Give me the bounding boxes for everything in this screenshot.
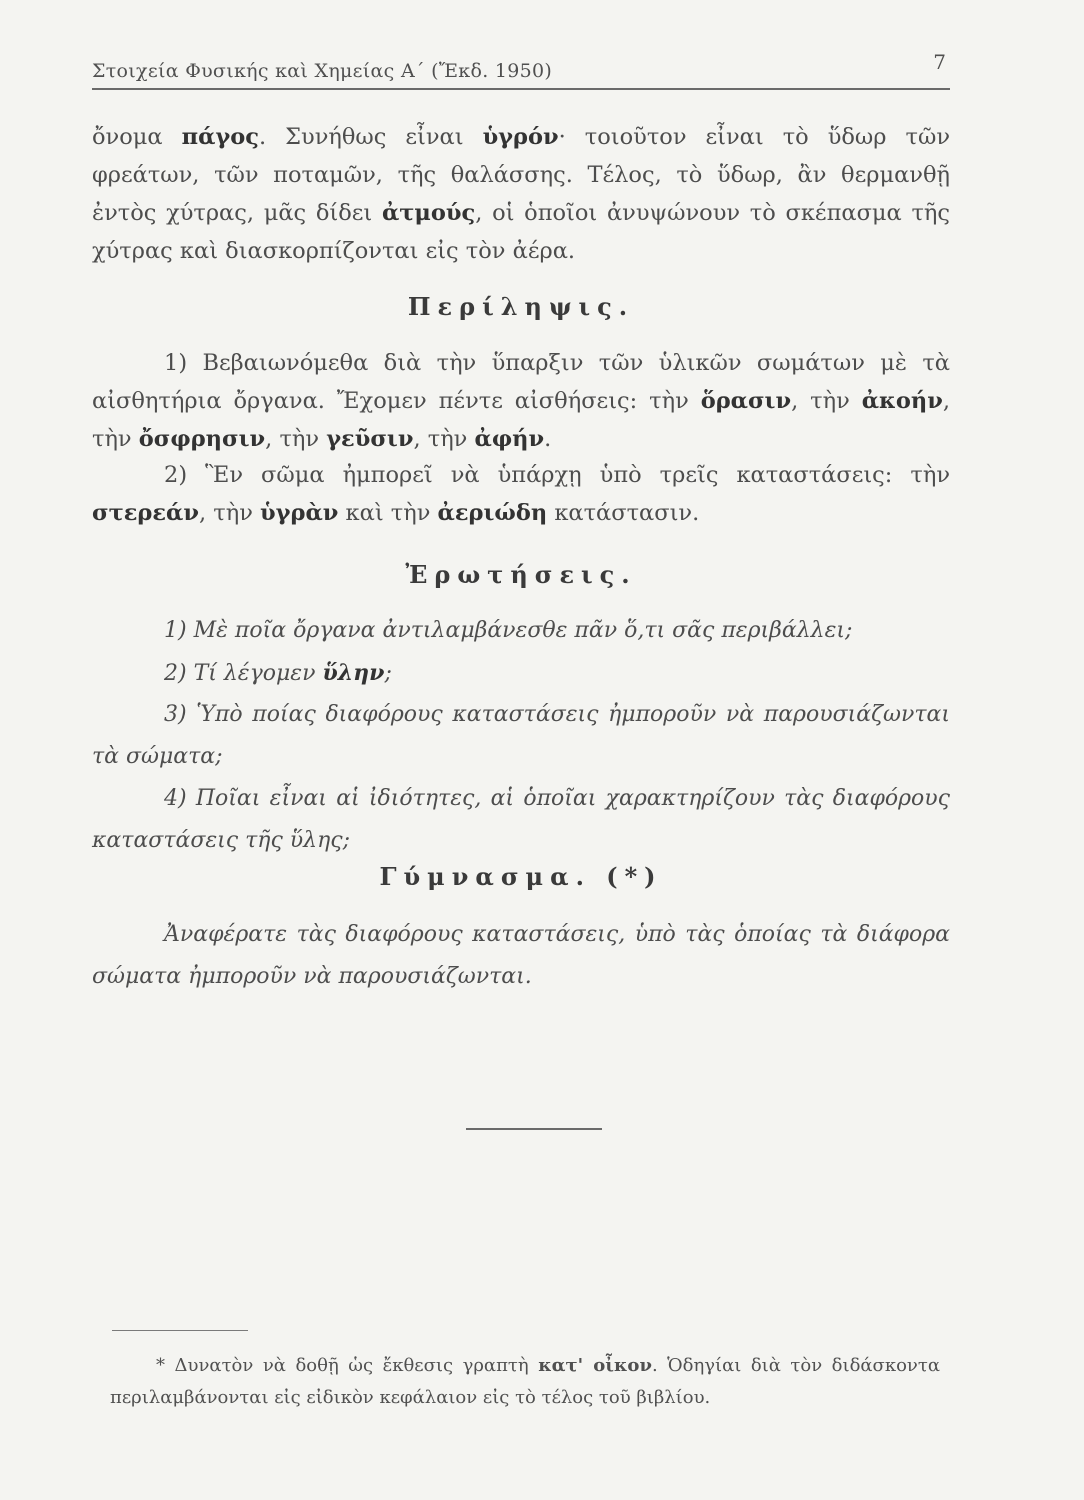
page-header xyxy=(92,50,950,92)
section-divider xyxy=(466,1128,602,1130)
exercise-body: Ἀναφέρατε τὰς διαφόρους καταστάσεις, ὑπὸ τὰς ὁποίας τὰ διάφορα σώματα ἠμποροῦν νὰ παρουσιάζωνται. xyxy=(92,922,950,989)
term-atmous: ἀτμούς xyxy=(381,200,476,226)
summary-point-1 xyxy=(92,344,950,458)
term-afin: ἀφήν xyxy=(474,426,545,452)
summary-text: , τὴν xyxy=(413,426,475,452)
footnote xyxy=(110,1350,940,1414)
term-osfrisin: ὄσφρησιν xyxy=(138,426,266,452)
running-title: Στοιχεία Φυσικής καὶ Χημείας Α΄ (Ἔκδ. 1950) xyxy=(92,60,553,82)
summary-text: 1) Βεβαιωνόμεθα διὰ τὴν ὕπαρξιν τῶν ὑλικῶν σωμάτων μὲ τὰ αἰσθητήρια ὄργανα. Ἔχομεν πέντε αἰσθήσεις: τὴν xyxy=(92,350,950,414)
intro-text: ὄνομα xyxy=(92,124,182,150)
question-text: ; xyxy=(384,661,392,686)
intro-paragraph xyxy=(92,118,950,270)
intro-text: · τοιοῦτον εἶναι τὸ ὕδωρ τῶν φρεάτων, τῶν ποταμῶν, τῆς θαλάσσης. Τέλος, τὸ ὕδωρ, ἂν θερμανθῇ ἐντὸς χύτρας, μᾶς δίδει xyxy=(92,124,950,226)
summary-text: . xyxy=(544,426,552,452)
footnote-text: * Δυνατὸν νὰ δοθῇ ὡς ἔκθεσις γραπτὴ xyxy=(156,1355,539,1376)
term-akoin: ἀκοήν xyxy=(861,388,943,414)
footnote-emphasis: κατ' οἶκον xyxy=(538,1355,652,1376)
summary-text: κατάστασιν. xyxy=(547,500,700,526)
summary-text: , τὴν xyxy=(265,426,327,452)
summary-text: , τὴν xyxy=(92,388,950,452)
term-aeriodi: ἀεριώδη xyxy=(437,500,548,526)
questions-heading: Ἐρωτήσεις. xyxy=(405,560,637,589)
question-text: 3) Ὑπὸ ποίας διαφόρους καταστάσεις ἠμποροῦν νὰ παρουσιάζωνται τὰ σώματα; xyxy=(92,702,950,769)
summary-text: , τὴν xyxy=(198,500,261,526)
footnote-text: . Ὁδηγίαι διὰ τὸν διδάσκοντα περιλαμβάνονται εἰς εἰδικὸν κεφάλαιον εἰς τὸ τέλος τοῦ βιβλίου. xyxy=(110,1355,940,1408)
question-1 xyxy=(92,610,950,652)
summary-text: , τὴν xyxy=(791,388,862,414)
term-ygron: ὑγρόν xyxy=(482,124,559,150)
question-3 xyxy=(92,694,950,778)
summary-heading: Περίληψις. xyxy=(407,292,635,321)
page-number: 7 xyxy=(933,50,946,74)
term-sterean: στερεάν xyxy=(92,500,199,526)
question-text: 1) Μὲ ποῖα ὄργανα ἀντιλαμβάνεσθε πᾶν ὅ,τι σᾶς περιβάλλει; xyxy=(164,618,853,643)
term-orasin: ὅρασιν xyxy=(700,388,792,414)
intro-text: . Συνήθως εἶναι xyxy=(258,124,483,150)
footnote-rule xyxy=(112,1330,248,1331)
summary-text: 2) Ἓν σῶμα ἠμπορεῖ νὰ ὑπάρχῃ ὑπὸ τρεῖς καταστάσεις: τὴν xyxy=(164,462,950,488)
question-text: 4) Ποῖαι εἶναι αἱ ἰδιότητες, αἱ ὁποῖαι χαρακτηρίζουν τὰς διαφόρους καταστάσεις τῆς ὕλης; xyxy=(92,786,950,853)
term-ygran: ὑγρὰν xyxy=(260,500,339,526)
term-ylin: ὕλην xyxy=(322,660,385,686)
term-geusin: γεῦσιν xyxy=(326,426,414,452)
header-rule xyxy=(92,88,950,90)
term-pagos: πάγος xyxy=(181,124,259,150)
exercise-text xyxy=(92,914,950,998)
question-4 xyxy=(92,778,950,862)
question-2 xyxy=(92,652,950,695)
intro-text: , οἱ ὁποῖοι ἀνυψώνουν τὸ σκέπασμα τῆς χύτρας καὶ διασκορπίζονται εἰς τὸν ἀέρα. xyxy=(92,200,950,264)
question-text: 2) Τί λέγομεν xyxy=(164,661,323,686)
exercise-heading: Γύμνασμα. (*) xyxy=(379,862,663,891)
summary-point-2 xyxy=(92,456,950,532)
summary-text: καὶ τὴν xyxy=(338,500,438,526)
